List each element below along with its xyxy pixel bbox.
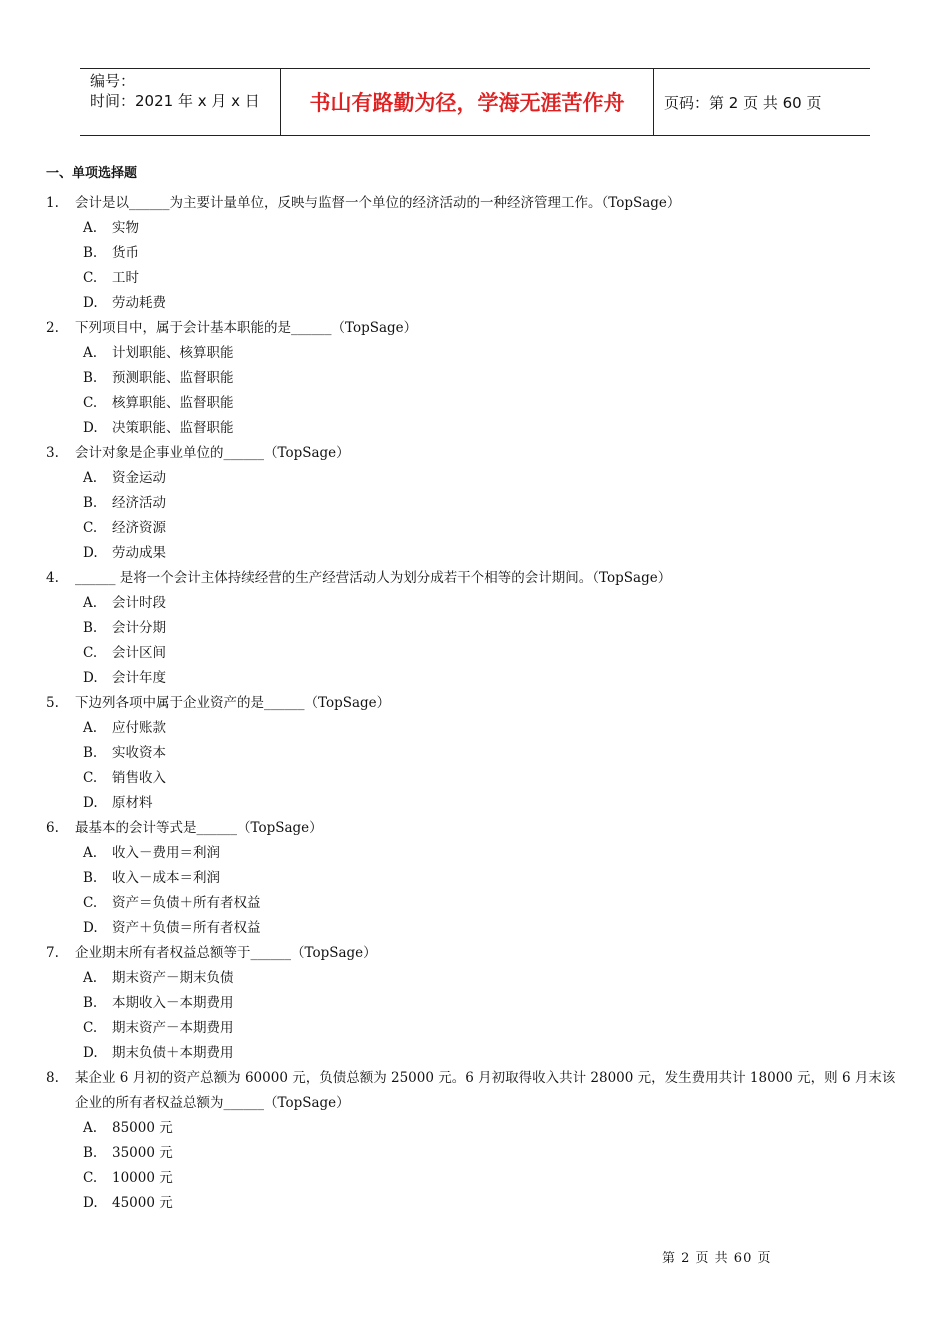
question-text: 某企业 6 月初的资产总额为 60000 元，负债总额为 25000 元。6 月初取得收入共计 28000 元，发生费用共计 18000 元，则 6 月末该企业的所有者权益总额为______（TopSage） [75, 1070, 896, 1111]
question-number: 8. [46, 1070, 59, 1086]
option-text: 计划职能、核算职能 [112, 345, 234, 361]
option-letter: B. [83, 1145, 98, 1161]
question-number: 1. [46, 195, 59, 211]
option-letter: D. [83, 1045, 98, 1061]
option-text: 35000 元 [112, 1145, 173, 1161]
option-letter: D. [83, 420, 98, 436]
answer-option [83, 466, 906, 491]
question-item [46, 1066, 906, 1116]
answer-option [83, 766, 906, 791]
answer-option [83, 641, 906, 666]
option-text: 应付账款 [112, 720, 166, 736]
option-letter: D. [83, 670, 98, 686]
option-letter: D. [83, 545, 98, 561]
option-text: 会计区间 [112, 645, 166, 661]
answer-option [83, 616, 906, 641]
option-text: 工时 [112, 270, 139, 286]
option-letter: C. [83, 270, 98, 286]
question-item [46, 941, 906, 966]
option-text: 资产＝负债＋所有者权益 [112, 895, 261, 911]
question-text: 会计对象是企事业单位的______（TopSage） [75, 445, 350, 461]
option-letter: A. [83, 720, 98, 736]
section-title: 一、单项选择题 [46, 166, 138, 181]
header-page-info: 页码：第 2 页 共 60 页 [664, 93, 822, 112]
option-text: 10000 元 [112, 1170, 173, 1186]
option-letter: D. [83, 795, 98, 811]
option-text: 劳动成果 [112, 545, 166, 561]
question-number: 5. [46, 695, 59, 711]
question-text: 最基本的会计等式是______（TopSage） [75, 820, 323, 836]
option-text: 决策职能、监督职能 [112, 420, 234, 436]
option-letter: A. [83, 970, 98, 986]
document-date: 时间：2021 年 x 月 x 日 [90, 92, 260, 110]
option-text: 销售收入 [112, 770, 166, 786]
question-number: 3. [46, 445, 59, 461]
option-text: 原材料 [112, 795, 153, 811]
question-number: 6. [46, 820, 59, 836]
option-letter: D. [83, 1195, 98, 1211]
option-text: 资金运动 [112, 470, 166, 486]
answer-option [83, 591, 906, 616]
question-number: 7. [46, 945, 59, 961]
option-letter: A. [83, 345, 98, 361]
option-text: 会计时段 [112, 595, 166, 611]
question-item [46, 816, 906, 841]
option-text: 本期收入－本期费用 [112, 995, 234, 1011]
answer-option [83, 891, 906, 916]
answer-option [83, 266, 906, 291]
option-letter: B. [83, 995, 98, 1011]
option-text: 核算职能、监督职能 [112, 395, 234, 411]
answer-option [83, 741, 906, 766]
question-item [46, 691, 906, 716]
answer-option [83, 291, 906, 316]
answer-option [83, 1191, 906, 1216]
question-text: 下边列各项中属于企业资产的是______（TopSage） [75, 695, 391, 711]
question-text: 会计是以______为主要计量单位，反映与监督一个单位的经济活动的一种经济管理工作。（TopSage） [75, 195, 681, 211]
option-text: 会计年度 [112, 670, 166, 686]
answer-option [83, 391, 906, 416]
answer-option [83, 1116, 906, 1141]
question-list [46, 191, 906, 1216]
option-text: 预测职能、监督职能 [112, 370, 234, 386]
answer-option [83, 991, 906, 1016]
option-text: 会计分期 [112, 620, 166, 636]
option-text: 经济活动 [112, 495, 166, 511]
option-letter: B. [83, 495, 98, 511]
option-text: 货币 [112, 245, 139, 261]
option-text: 收入－费用＝利润 [112, 845, 220, 861]
option-text: 期末负债＋本期费用 [112, 1045, 234, 1061]
option-letter: C. [83, 895, 98, 911]
option-text: 85000 元 [112, 1120, 173, 1136]
answer-option [83, 216, 906, 241]
option-letter: C. [83, 395, 98, 411]
option-text: 期末资产－本期费用 [112, 1020, 234, 1036]
header-motto: 书山有路勤为径，学海无涯苦作舟 [281, 69, 654, 135]
answer-option [83, 916, 906, 941]
option-letter: C. [83, 1020, 98, 1036]
option-letter: D. [83, 295, 98, 311]
option-letter: A. [83, 220, 98, 236]
option-letter: B. [83, 745, 98, 761]
option-letter: A. [83, 845, 98, 861]
option-letter: C. [83, 645, 98, 661]
option-text: 45000 元 [112, 1195, 173, 1211]
answer-option [83, 1166, 906, 1191]
question-text: 企业期末所有者权益总额等于______（TopSage） [75, 945, 377, 961]
option-letter: B. [83, 370, 98, 386]
question-item [46, 191, 906, 216]
page-footer: 第 2 页 共 60 页 [662, 1251, 772, 1266]
document-number-label: 编号： [90, 72, 136, 90]
answer-option [83, 666, 906, 691]
answer-option [83, 716, 906, 741]
answer-option [83, 241, 906, 266]
option-letter: B. [83, 870, 98, 886]
option-letter: D. [83, 920, 98, 936]
option-letter: C. [83, 520, 98, 536]
question-number: 2. [46, 320, 59, 336]
option-letter: A. [83, 1120, 98, 1136]
option-text: 劳动耗费 [112, 295, 166, 311]
option-text: 实收资本 [112, 745, 166, 761]
question-number: 4. [46, 570, 59, 586]
option-letter: C. [83, 770, 98, 786]
question-text: 下列项目中，属于会计基本职能的是______（TopSage） [75, 320, 418, 336]
question-text: ______ 是将一个会计主体持续经营的生产经营活动人为划分成若干个相等的会计期间。（TopSage） [75, 570, 672, 586]
option-letter: B. [83, 245, 98, 261]
answer-option [83, 416, 906, 441]
header-meta [80, 69, 281, 135]
answer-option [83, 516, 906, 541]
answer-option [83, 1141, 906, 1166]
option-text: 收入－成本＝利润 [112, 870, 220, 886]
question-item [46, 316, 906, 341]
question-item [46, 441, 906, 466]
option-text: 期末资产－期末负债 [112, 970, 234, 986]
option-text: 资产＋负债＝所有者权益 [112, 920, 261, 936]
answer-option [83, 341, 906, 366]
answer-option [83, 366, 906, 391]
answer-option [83, 791, 906, 816]
option-letter: A. [83, 470, 98, 486]
answer-option [83, 841, 906, 866]
question-item [46, 566, 906, 591]
answer-option [83, 1041, 906, 1066]
answer-option [83, 966, 906, 991]
option-letter: A. [83, 595, 98, 611]
answer-option [83, 491, 906, 516]
option-letter: C. [83, 1170, 98, 1186]
answer-option [83, 866, 906, 891]
answer-option [83, 541, 906, 566]
option-text: 经济资源 [112, 520, 166, 536]
answer-option [83, 1016, 906, 1041]
page-header [80, 68, 870, 136]
option-letter: B. [83, 620, 98, 636]
option-text: 实物 [112, 220, 139, 236]
